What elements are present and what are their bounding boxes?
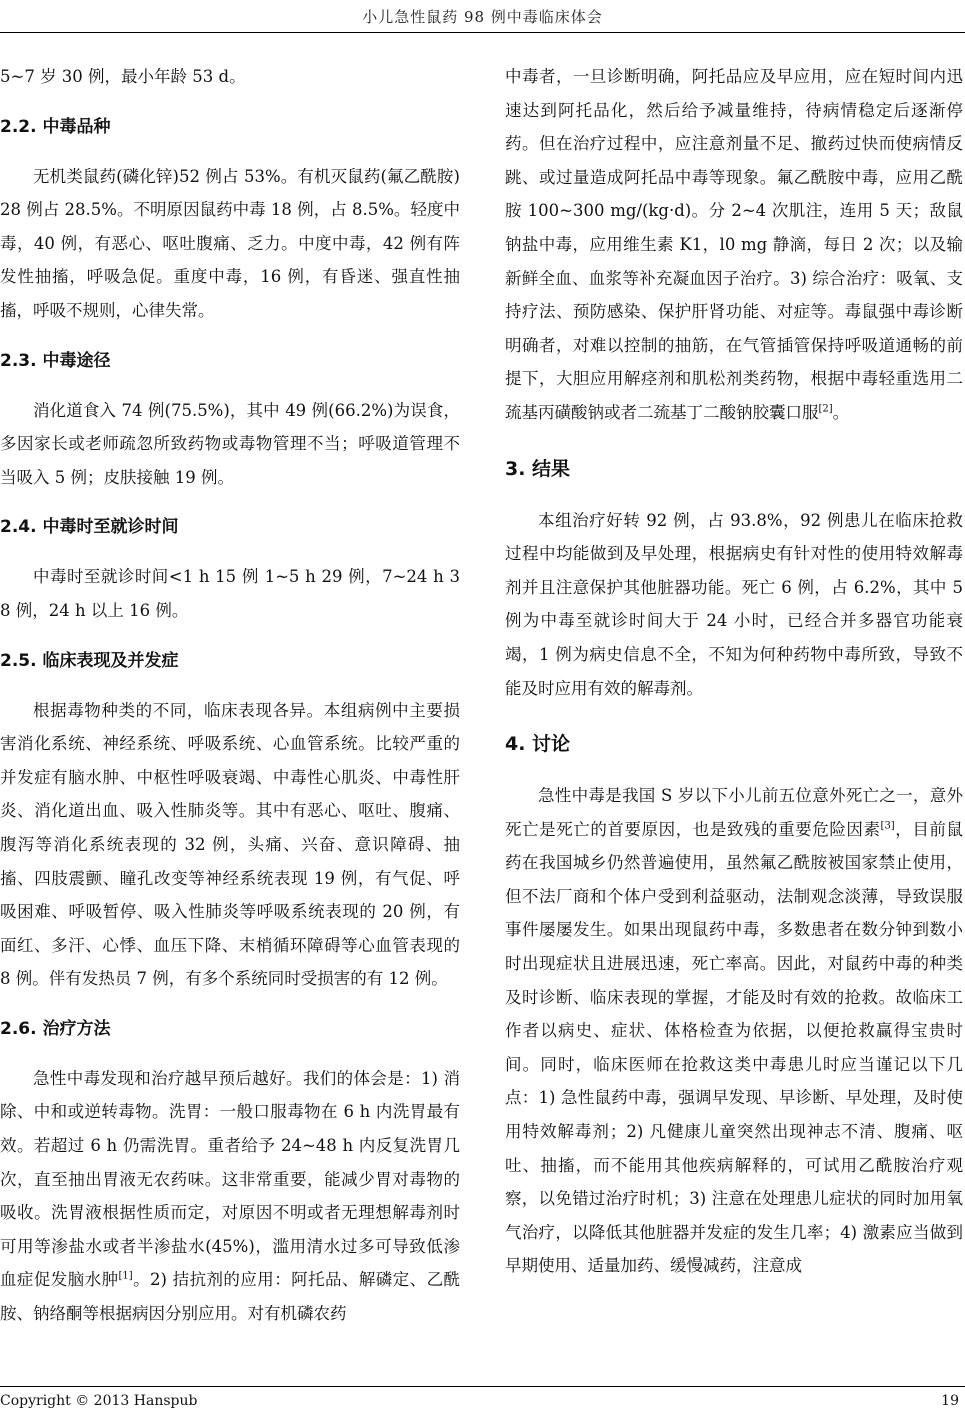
section-4-text-a: 急性中毒是我国 S 岁以下小儿前五位意外死亡之一，意外死亡是死亡的首要原因，也是致残的重要危险因素 — [505, 786, 963, 839]
section-2-2-heading: 2.2. 中毒品种 — [0, 116, 111, 137]
section-2-6-text-a: 急性中毒发现和治疗越早预后越好。我们的体会是：1) 消除、中和或逆转毒物。洗胃：一般口服毒物在 6 h 内洗胃最有效。若超过 6 h 仍需洗胃。重者给予 24~48 h 内反复洗胃几次，直至抽出胃液无农药味。这非常重要，能减少胃对毒物的吸收。洗胃液根据性质而定，对原因不明或者无理想解毒剂时可用等渗盐水或者半渗盐水(45%)，滥用清水过多可导致低渗血症促发脑水肿 — [0, 1068, 460, 1290]
section-2-5-heading: 2.5. 临床表现及并发症 — [0, 650, 179, 671]
citation-1: [1] — [118, 1270, 133, 1282]
right-column — [505, 60, 963, 1283]
section-2-6-body — [0, 1062, 460, 1331]
section-2-4-heading: 2.4. 中毒时至就诊时间 — [0, 517, 179, 538]
section-3-heading: 3. 结果 — [505, 457, 571, 480]
running-header: 小儿急性鼠药 98 例中毒临床体会 — [362, 8, 603, 26]
section-2-3-heading: 2.3. 中毒途径 — [0, 350, 111, 371]
section-4-body — [505, 779, 963, 1283]
left-column — [0, 60, 460, 1331]
treatment-continued — [505, 60, 963, 430]
section-2-4-body: 中毒时至就诊时间<1 h 15 例 1~5 h 29 例，7~24 h 38 例，24 h 以上 16 例。 — [0, 567, 460, 620]
section-4-text-b: ，目前鼠药在我国城乡仍然普遍使用，虽然氟乙酰胺被国家禁止使用，但不法厂商和个体户受到利益驱动，法制观念淡薄，导致误服事件屡屡发生。如果出现鼠药中毒，多数患者在数分钟到数小时出现症状且进展迅速，死亡率高。因此，对鼠药中毒的种类及时诊断、临床表现的掌握，才能及时有效的抢救。故临床工作者以病史、症状、体格检查为依据，以便抢救赢得宝贵时间。同时，临床医师在抢救这类中毒患儿时应当谨记以下几点：1) 急性鼠药中毒，强调早发现、早诊断、早处理，及时使用特效解毒剂；2) 凡健康儿童突然出现神志不清、腹痛、呕吐、抽搐，而不能用其他疾病解释的，可试用乙酰胺治疗观察，以免错过治疗时机；3) 注意在处理患儿症状的同时加用氧气治疗，以降低其他脏器并发症的发生几率；4) 激素应当做到早期使用、适量加药、缓慢减药，注意成 — [505, 819, 963, 1276]
footer-rule — [0, 1386, 965, 1387]
treatment-continued-text: 中毒者，一旦诊断明确，阿托品应及早应用，应在短时间内迅速达到阿托品化，然后给予减量维持，待病情稳定后逐渐停药。但在治疗过程中，应注意剂量不足、撤药过快而使病情反跳、或过量造成阿托品中毒等现象。氟乙酰胺中毒，应用乙酰胺 100~300 mg/(kg·d)。分 2~4 次肌注，连用 5 天；敌鼠钠盐中毒，应用维生素 K1，l0 mg 静滴，每日 2 次；以及输新鲜全血、血浆等补充凝血因子治疗。3) 综合治疗：吸氧、支持疗法、预防感染、保护肝肾功能、对症等。毒鼠强中毒诊断明确者，对难以控制的抽筋，在气管插管保持呼吸道通畅的前提下，大胆应用解痉剂和肌松剂类药物，根据中毒轻重选用二巯基丙磺酸钠或者二巯基丁二酸钠胶囊口服 — [505, 67, 963, 422]
citation-2: [2] — [818, 403, 833, 415]
section-2-6-text-b: 。2) 拮抗剂的应用：阿托品、解磷定、乙酰胺、钠络酮等根据病因分别应用。对有机磷农药 — [0, 1270, 460, 1324]
header-rule — [0, 32, 965, 33]
section-3-body: 本组治疗好转 92 例，占 93.8%，92 例患儿在临床抢救过程中均能做到及早处理，根据病史有针对性的使用特效解毒剂并且注意保护其他脏器功能。死亡 6 例，占 6.2%，其中 5 例为中毒至就诊时间大于 24 小时，已经合并多器官功能衰竭，1 例为病史信息不全，不知为何种药物中毒所致，导致不能及时应用有效的解毒剂。 — [505, 510, 963, 698]
page-number: 19 — [941, 1393, 959, 1409]
section-2-2-body: 无机类鼠药(磷化锌)52 例占 53%。有机灭鼠药(氟乙酰胺)28 例占 28.5%。不明原因鼠药中毒 18 例，占 8.5%。轻度中毒，40 例，有恶心、呕吐腹痛、乏力。中度中毒，42 例有阵发性抽搐，呼吸急促。重度中毒，16 例，有昏迷、强直性抽搐，呼吸不规则，心律失常。 — [0, 166, 460, 320]
citation-3: [3] — [880, 820, 895, 832]
section-4-heading: 4. 讨论 — [505, 733, 571, 756]
copyright-notice: Copyright © 2013 Hanspub — [0, 1393, 198, 1409]
section-2-5-body: 根据毒物种类的不同，临床表现各异。本组病例中主要损害消化系统、神经系统、呼吸系统、心血管系统。比较严重的并发症有脑水肿、中枢性呼吸衰竭、中毒性心肌炎、中毒性肝炎、消化道出血、吸入性肺炎等。其中有恶心、呕吐、腹痛、腹泻等消化系统表现的 32 例，头痛、兴奋、意识障碍、抽搐、四肢震颤、瞳孔改变等神经系统表现 19 例，有气促、呼吸困难、呼吸暂停、吸入性肺炎等呼吸系统表现的 20 例，有面红、多汗、心悸、血压下降、末梢循环障碍等心血管表现的 8 例。伴有发热员 7 例，有多个系统同时受损害的有 12 例。 — [0, 700, 460, 989]
section-2-3-body: 消化道食入 74 例(75.5%)，其中 49 例(66.2%)为误食，多因家长或老师疏忽所致药物或毒物管理不当；呼吸道管理不当吸入 5 例；皮肤接触 19 例。 — [0, 400, 460, 487]
intro-text: 5~7 岁 30 例，最小年龄 53 d。 — [0, 67, 246, 86]
treatment-continued-end: 。 — [832, 402, 850, 422]
section-2-6-heading: 2.6. 治疗方法 — [0, 1018, 111, 1039]
